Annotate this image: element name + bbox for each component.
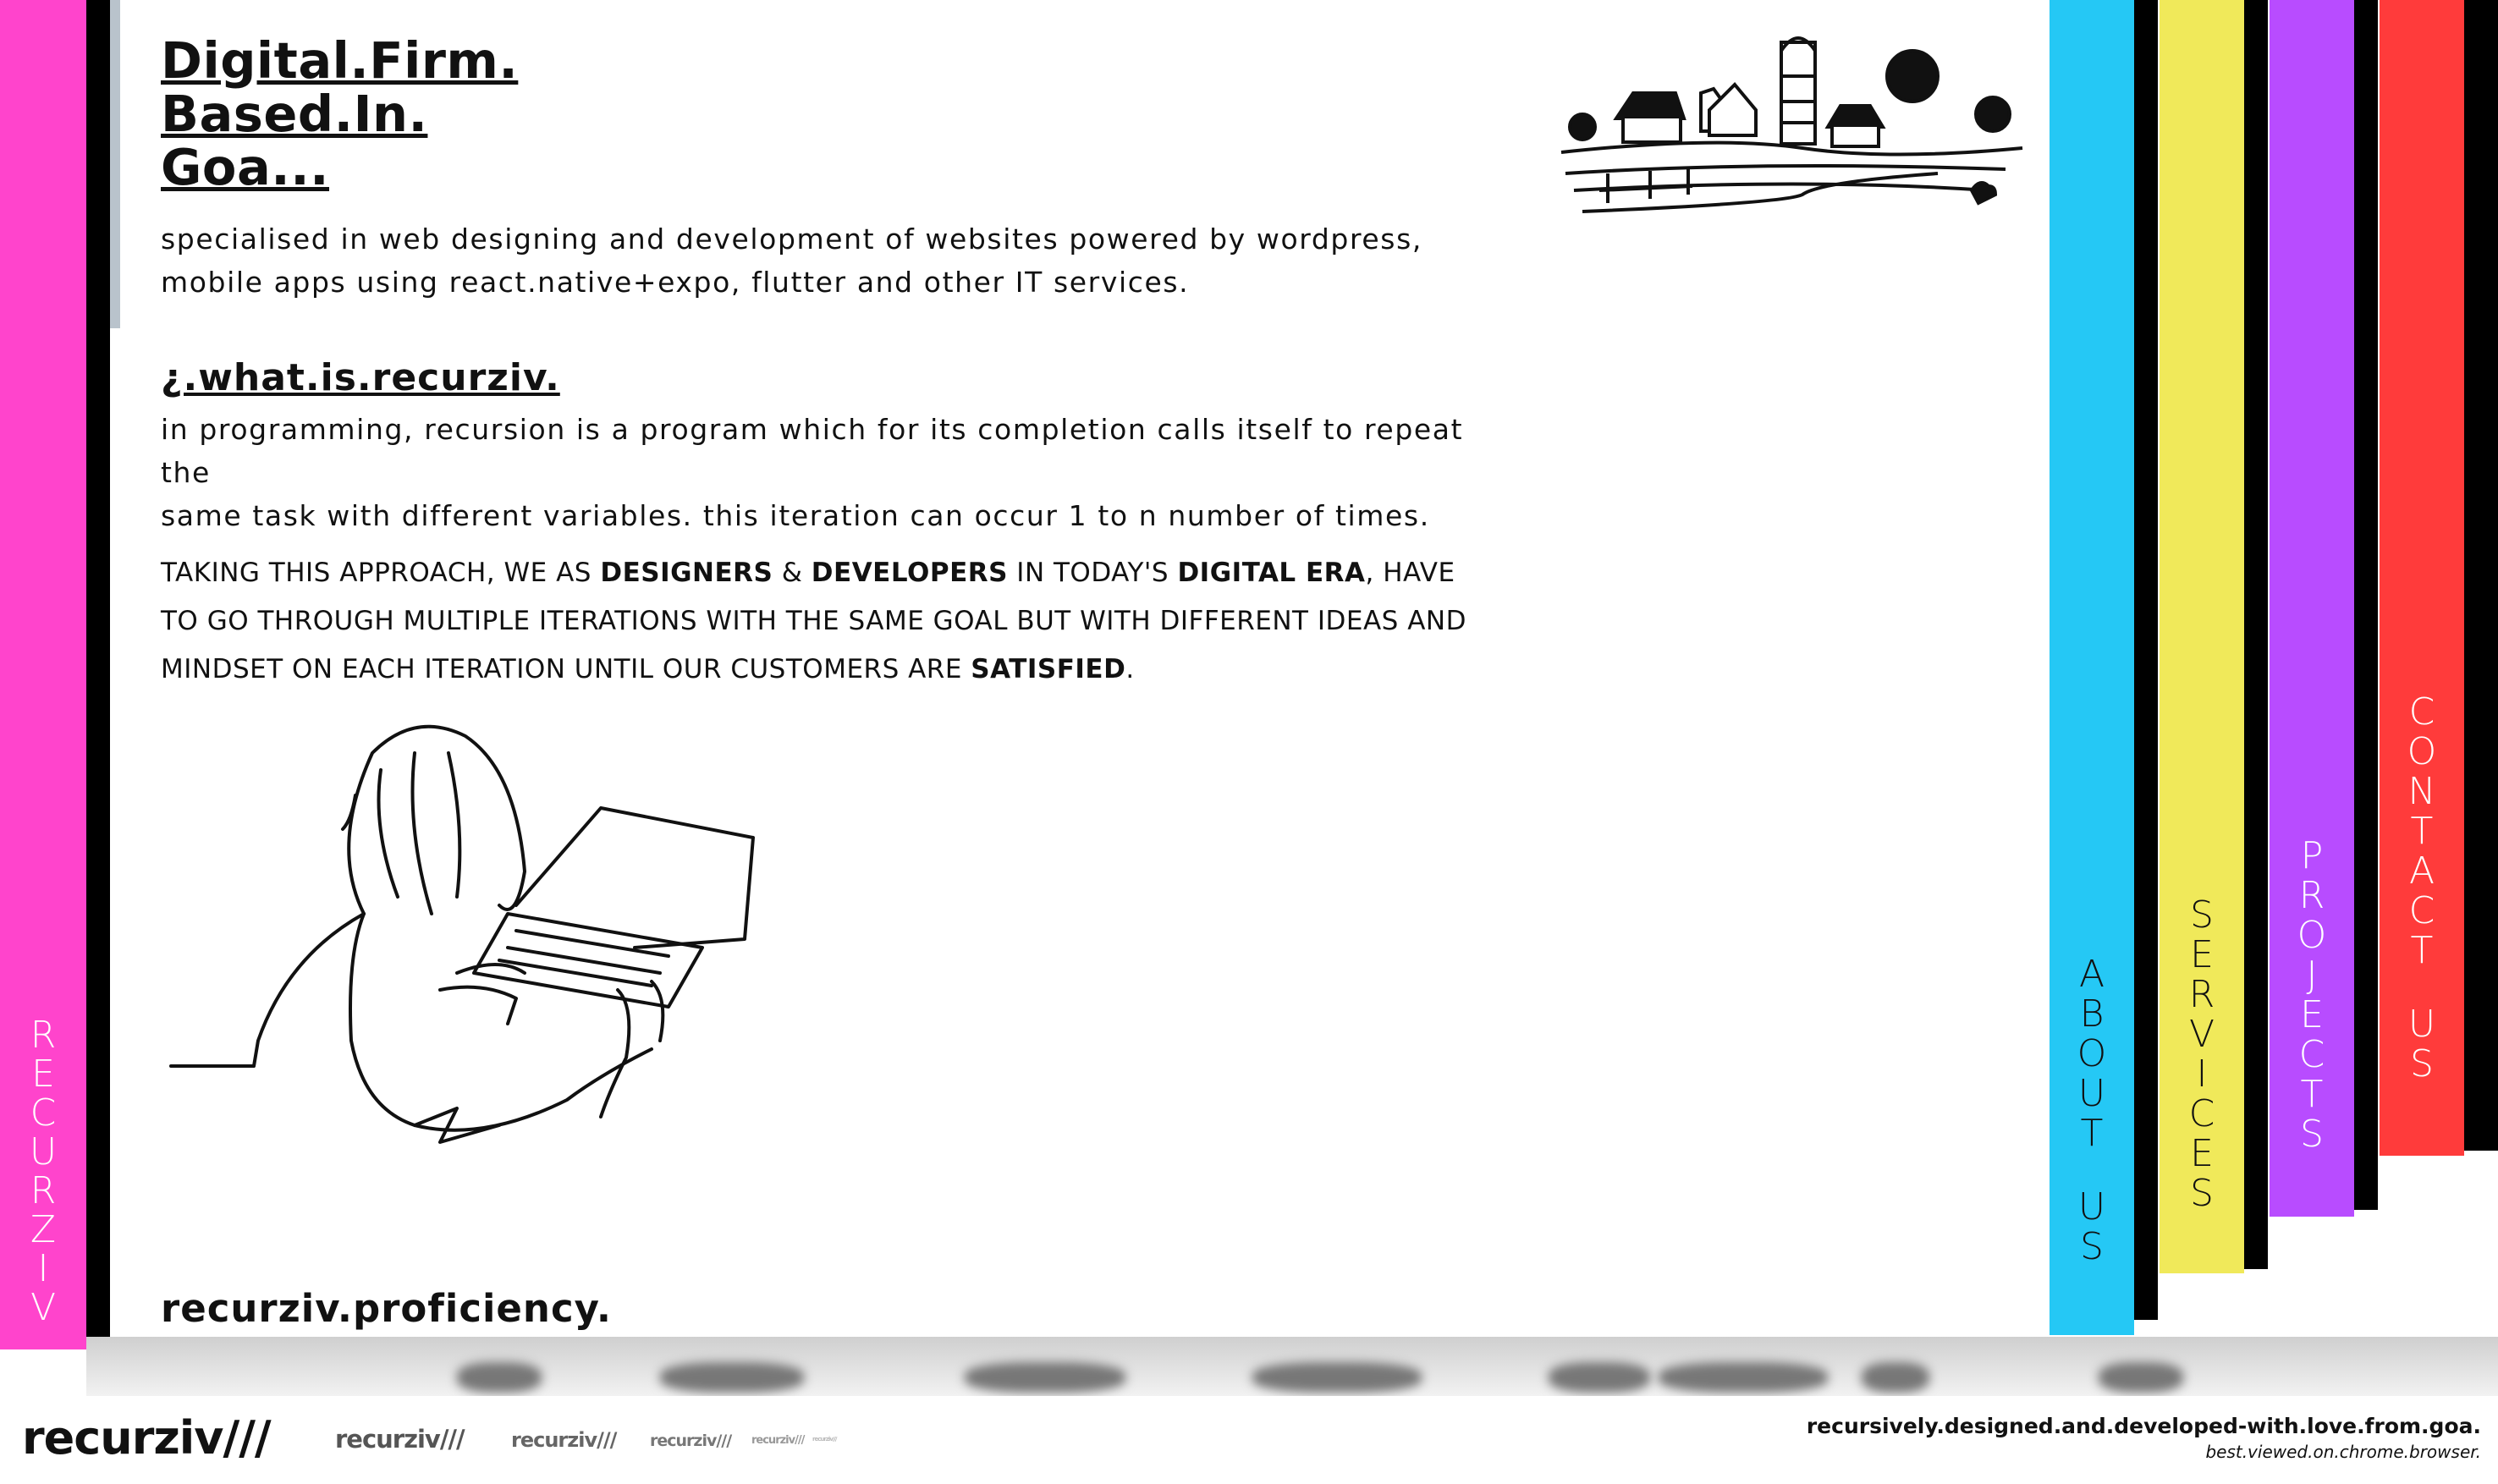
nav-services[interactable] xyxy=(2160,0,2244,1273)
definition-text: in programming, recursion is a program which for its completion calls itself to repeat the same task with different variables. this iteration can occur 1 to n number of times. xyxy=(161,413,1464,532)
brand-vertical-text[interactable]: R E C U R Z I V xyxy=(29,1014,58,1329)
headline-line-2: Based.In. xyxy=(161,85,428,143)
nav-projects[interactable] xyxy=(2270,0,2354,1217)
nav-about-us[interactable] xyxy=(2050,0,2134,1335)
footer-subtext: best.viewed.on.chrome.browser. xyxy=(2205,1442,2481,1462)
blur-shape xyxy=(660,1362,804,1393)
footer-logo-echo: recurziv/// xyxy=(511,1428,617,1452)
proficiency-heading: recurziv.proficiency. xyxy=(161,1286,612,1331)
nav-contact-us[interactable] xyxy=(2380,0,2464,1156)
nav-shadow xyxy=(2354,0,2378,1210)
footer-logo-echo: recurziv/// xyxy=(335,1425,465,1454)
headline-line-1: Digital.Firm. xyxy=(161,31,519,90)
nav-shadow xyxy=(2464,0,2498,1151)
nav-about-us-label[interactable]: A B O U T U S xyxy=(2077,953,2107,1268)
footer-tagline: recursively.designed.and.developed-with.love.from.goa. xyxy=(1806,1414,2481,1438)
left-rail-shadow xyxy=(86,0,110,1349)
approach-text: TAKING THIS APPROACH, WE AS DESIGNERS & DEVELOPERS IN TODAY'S DIGITAL ERA, HAVE TO GO THROUGH MULTIPLE ITERATIONS WITH THE SAME GOAL BUT WITH DIFFERENT IDEAS AND MINDSET ON EACH ITERATION UNTIL OUR CUSTOMERS ARE SATISFIED. xyxy=(161,558,1466,684)
footer-logo-echo: recurziv/// xyxy=(812,1436,837,1443)
blur-shape xyxy=(2099,1362,2183,1393)
blur-shape xyxy=(1862,1362,1929,1393)
blur-shape xyxy=(965,1362,1125,1393)
intro-text: specialised in web designing and development of websites powered by wordpress, mobile apps using react.native+expo, flutter and other IT services. xyxy=(161,223,1422,299)
person-laptop-illustration-icon xyxy=(161,702,770,1159)
blur-shape xyxy=(1549,1362,1650,1393)
main-content xyxy=(161,31,1481,694)
blur-shape xyxy=(1252,1362,1422,1393)
footer-logo-echo: recurziv/// xyxy=(650,1432,732,1450)
nav-shadow xyxy=(2244,0,2268,1269)
blur-shape xyxy=(1659,1362,1828,1393)
blur-shape xyxy=(457,1362,542,1393)
farm-illustration-icon xyxy=(1549,25,2031,228)
nav-projects-label[interactable]: P R O J E C T S xyxy=(2297,834,2327,1156)
what-is-heading: ¿.what.is.recurziv. xyxy=(161,356,560,399)
nav-contact-us-label[interactable]: C O N T A C T U S xyxy=(2407,690,2437,1086)
footer-logo[interactable]: recurziv/// xyxy=(22,1411,271,1465)
headline-line-3: Goa... xyxy=(161,138,330,196)
footer-logo-echo: recurziv/// xyxy=(751,1434,805,1447)
nav-shadow xyxy=(2134,0,2158,1320)
nav-services-label[interactable]: S E R V I C E S xyxy=(2188,893,2215,1215)
accent-stripe xyxy=(110,0,120,328)
